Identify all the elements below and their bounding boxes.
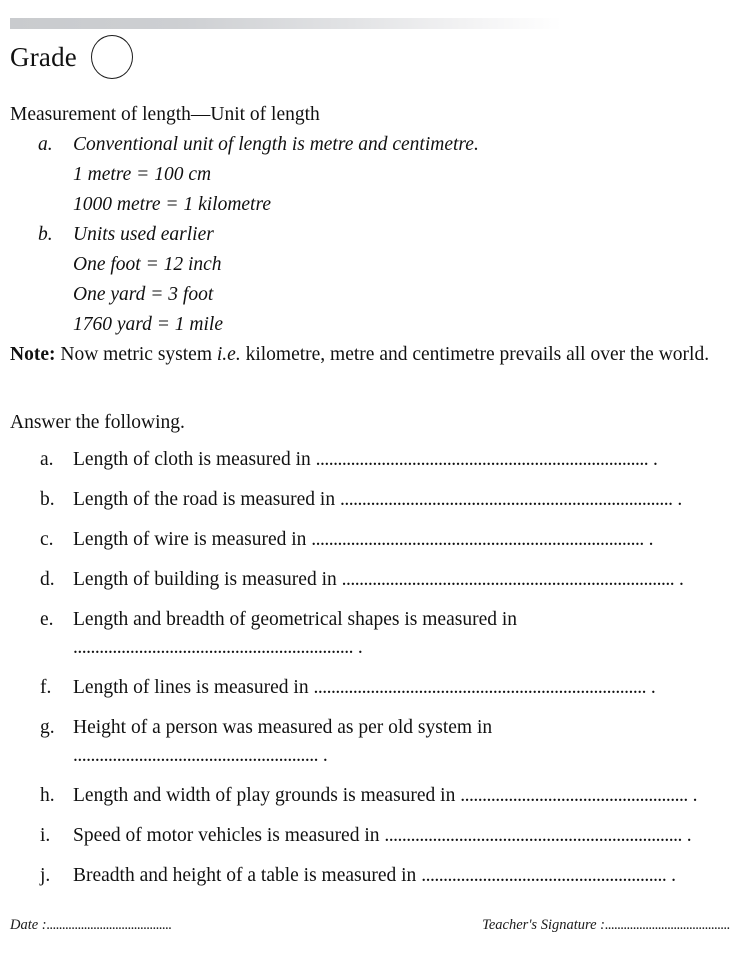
info-list-item <box>10 130 728 220</box>
info-item-subline: One foot = 12 inch <box>73 254 222 275</box>
answer-item-text: Length of lines is measured in <box>73 677 309 698</box>
info-item-subline: 1000 metre = 1 kilometre <box>73 194 271 215</box>
answer-item-marker: e. <box>40 609 54 630</box>
answer-section-heading: Answer the following. <box>10 412 185 433</box>
answer-item-marker: i. <box>40 825 51 846</box>
info-list-item <box>10 220 728 340</box>
info-item-marker: b. <box>38 224 53 245</box>
answer-section <box>10 408 728 902</box>
signature-field-group <box>482 917 730 934</box>
answer-list-item <box>10 862 728 890</box>
answer-blank-line[interactable]: ............................................................................ <box>339 489 673 510</box>
grade-row <box>10 34 133 80</box>
info-item-text: Conventional unit of length is metre and centimetre. <box>73 134 479 155</box>
info-item-subline: 1 metre = 100 cm <box>73 164 212 185</box>
answer-item-trailing-period: . <box>648 529 654 550</box>
answer-item-trailing-period: . <box>692 785 698 806</box>
answer-list-item <box>10 674 728 702</box>
info-item-subline: One yard = 3 foot <box>73 284 214 305</box>
header-gradient-bar <box>10 18 562 29</box>
info-item-marker: a. <box>38 134 53 155</box>
answer-list-item <box>10 714 728 770</box>
answer-blank-line[interactable]: ............................................................................ <box>311 529 644 550</box>
answer-list-item <box>10 446 728 474</box>
note-label: Note: <box>10 344 56 365</box>
info-list <box>10 130 728 340</box>
answer-item-text: Height of a person was measured as per old system in <box>73 717 493 738</box>
answer-blank-line[interactable]: .................................................................... <box>384 825 682 846</box>
answer-blank-line[interactable]: ............................................................................ <box>341 569 675 590</box>
answer-item-marker: f. <box>40 677 52 698</box>
answer-item-text: Length of building is measured in <box>73 569 337 590</box>
answer-item-trailing-period: . <box>686 825 692 846</box>
answer-list-item <box>10 822 728 850</box>
note-paragraph: Note: Now metric system i.e. kilometre, metre and centimetre prevails all over the world. <box>10 344 710 365</box>
answer-item-text: Length and width of play grounds is measured in <box>73 785 456 806</box>
answer-item-marker: b. <box>40 489 55 510</box>
answer-item-text: Length and breadth of geometrical shapes is measured in <box>73 609 518 630</box>
info-section <box>10 100 728 368</box>
answer-blank-line[interactable]: .................................................... <box>460 785 688 806</box>
answer-item-marker: j. <box>40 865 51 886</box>
answer-item-text: Breadth and height of a table is measured in <box>73 865 417 886</box>
signature-blank-line[interactable]: ........................................ <box>605 917 730 933</box>
answer-blank-line[interactable]: ........................................................ <box>421 865 667 886</box>
answer-item-trailing-period: . <box>679 569 684 590</box>
date-blank-line[interactable]: ........................................ <box>46 917 172 933</box>
footer <box>10 917 730 934</box>
answer-list-item <box>10 782 728 810</box>
answer-item-text: Speed of motor vehicles is measured in <box>73 825 380 846</box>
answer-list-item <box>10 526 728 554</box>
info-item-text: Units used earlier <box>73 224 214 245</box>
grade-label: Grade <box>10 41 77 72</box>
answer-blank-line[interactable]: ............................................................................ <box>315 449 649 470</box>
answer-list-item <box>10 566 728 594</box>
date-label: Date : <box>10 917 47 933</box>
info-item-subline: 1760 yard = 1 mile <box>73 314 224 335</box>
answer-item-text: Length of wire is measured in <box>73 529 307 550</box>
answer-item-trailing-period: . <box>322 745 328 766</box>
answer-item-marker: c. <box>40 529 54 550</box>
answer-item-marker: d. <box>40 569 55 590</box>
answer-list-item <box>10 606 728 662</box>
answer-blank-line[interactable]: ................................................................ <box>73 637 353 658</box>
answer-blank-line[interactable]: ........................................................ <box>73 745 318 766</box>
answer-item-text: Length of the road is measured in <box>73 489 336 510</box>
answer-list <box>10 446 728 890</box>
date-field-group <box>10 917 172 934</box>
answer-blank-line[interactable]: ............................................................................ <box>313 677 646 698</box>
signature-label: Teacher's Signature : <box>482 917 605 933</box>
answer-item-trailing-period: . <box>677 489 683 510</box>
answer-item-marker: a. <box>40 449 54 470</box>
answer-item-marker: h. <box>40 785 55 806</box>
answer-item-trailing-period: . <box>357 637 363 658</box>
grade-circle-field[interactable] <box>91 35 133 79</box>
note-emphasis: i.e. <box>216 344 241 365</box>
info-section-heading: Measurement of length—Unit of length <box>10 104 320 125</box>
answer-item-trailing-period: . <box>671 865 676 886</box>
answer-item-marker: g. <box>40 717 55 738</box>
answer-item-trailing-period: . <box>650 677 656 698</box>
answer-item-text: Length of cloth is measured in <box>73 449 311 470</box>
answer-list-item <box>10 486 728 514</box>
answer-item-trailing-period: . <box>652 449 658 470</box>
